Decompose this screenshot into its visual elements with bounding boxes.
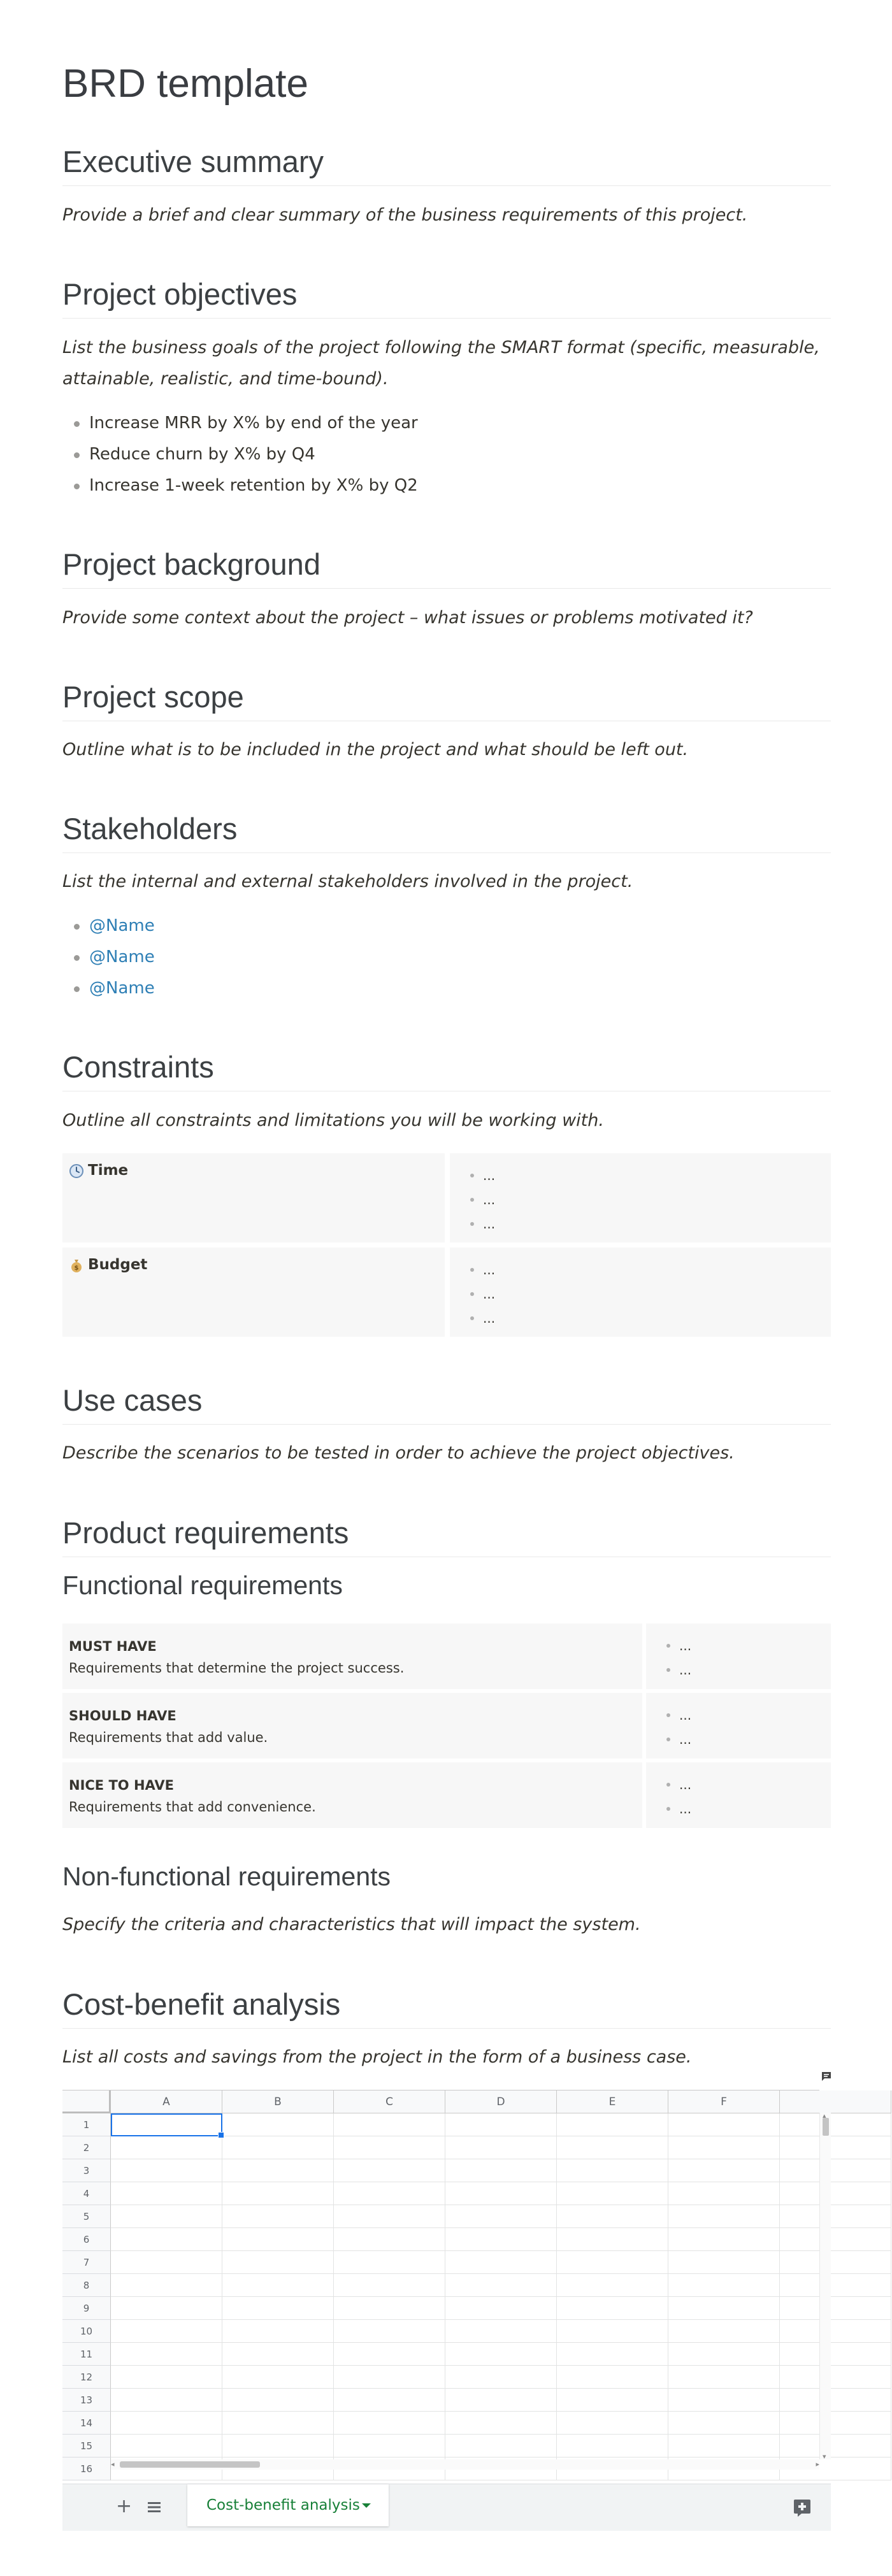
sheet-cell[interactable] <box>445 2412 557 2435</box>
table-row <box>62 1623 831 1689</box>
sheet-cell[interactable] <box>780 2389 891 2412</box>
requirement-description: Requirements that add convenience. <box>69 1799 316 1815</box>
sheet-cell[interactable] <box>111 2136 222 2159</box>
sheet-cell[interactable] <box>334 2251 445 2274</box>
scrollbar-thumb[interactable] <box>120 2461 260 2468</box>
chevron-down-icon[interactable] <box>362 2503 371 2508</box>
sheet-cell[interactable] <box>445 2182 557 2205</box>
sheet-cell[interactable] <box>111 2159 222 2182</box>
row-header[interactable]: 9 <box>62 2297 111 2320</box>
stakeholder-mention[interactable]: @Name <box>74 910 155 942</box>
comment-icon[interactable] <box>821 2070 833 2083</box>
heading-constraints: Constraints <box>62 1049 831 1091</box>
constraints-table <box>62 1153 831 1342</box>
list-item: ... <box>469 1212 812 1236</box>
row-header[interactable]: 11 <box>62 2343 111 2366</box>
sheet-cell[interactable] <box>668 2159 780 2182</box>
use-cases-intro: Describe the scenarios to be tested in order to achieve the project objectives. <box>62 1443 735 1463</box>
list-item: ... <box>469 1188 812 1212</box>
sheet-cell[interactable] <box>445 2136 557 2159</box>
sheet-cell[interactable] <box>557 2113 668 2136</box>
sheet-cell[interactable] <box>668 2435 780 2457</box>
sheet-cell[interactable] <box>557 2136 668 2159</box>
sheet-cell[interactable] <box>222 2159 334 2182</box>
requirement-items-cell[interactable] <box>646 1623 831 1689</box>
column-header[interactable]: B <box>222 2090 334 2113</box>
sheet-cell[interactable] <box>222 2136 334 2159</box>
requirement-description: Requirements that determine the project success. <box>69 1660 405 1676</box>
sheet-cell[interactable] <box>334 2320 445 2343</box>
sheet-cell[interactable] <box>445 2297 557 2320</box>
constraints-intro: Outline all constraints and limitations you will be working with. <box>62 1111 604 1130</box>
list-item: Reduce churn by X% by Q4 <box>74 439 418 470</box>
sheet-cell[interactable] <box>222 2182 334 2205</box>
sheet-cell[interactable] <box>557 2205 668 2228</box>
sheet-cell[interactable] <box>780 2136 891 2159</box>
list-item: ... <box>469 1258 812 1282</box>
sheet-tab[interactable] <box>187 2484 389 2526</box>
row-header[interactable]: 14 <box>62 2412 111 2435</box>
sheet-cell[interactable] <box>334 2274 445 2297</box>
column-header[interactable] <box>780 2090 891 2113</box>
list-item: ... <box>469 1306 812 1330</box>
sheet-cell[interactable] <box>780 2274 891 2297</box>
heading-product-requirements: Product requirements <box>62 1515 831 1557</box>
sheet-cell[interactable] <box>445 2228 557 2251</box>
row-header[interactable]: 16 <box>62 2457 111 2480</box>
svg-text:$: $ <box>74 1265 79 1272</box>
sheet-cell[interactable] <box>780 2366 891 2389</box>
sheet-cell[interactable] <box>334 2136 445 2159</box>
requirement-items-cell[interactable] <box>646 1693 831 1759</box>
sheet-cell[interactable] <box>557 2435 668 2457</box>
sheet-cell[interactable] <box>780 2320 891 2343</box>
requirement-title: SHOULD HAVE <box>69 1708 176 1723</box>
sheet-cell[interactable] <box>222 2251 334 2274</box>
sheet-cell[interactable] <box>222 2113 334 2136</box>
heading-project-objectives: Project objectives <box>62 277 831 319</box>
sheet-cell[interactable] <box>668 2182 780 2205</box>
heading-executive-summary: Executive summary <box>62 144 831 186</box>
sheet-cell[interactable] <box>111 2412 222 2435</box>
sheet-cell[interactable] <box>334 2435 445 2457</box>
scroll-right-icon[interactable]: ▸ <box>816 2460 819 2468</box>
heading-functional-requirements: Functional requirements <box>62 1571 343 1600</box>
stakeholders-list <box>74 910 155 1004</box>
functional-requirements-table <box>62 1623 831 1832</box>
sheet-cell[interactable] <box>557 2251 668 2274</box>
executive-summary-intro: Provide a brief and clear summary of the business requirements of this project. <box>62 205 748 225</box>
sheet-cell[interactable] <box>780 2159 891 2182</box>
sheet-cell[interactable] <box>668 2297 780 2320</box>
sheet-cell[interactable] <box>111 2320 222 2343</box>
table-row <box>62 1153 831 1242</box>
sheet-cell[interactable] <box>780 2297 891 2320</box>
sheet-cell[interactable] <box>111 2251 222 2274</box>
sheet-cell[interactable] <box>222 2274 334 2297</box>
requirement-label-cell[interactable] <box>62 1693 642 1759</box>
column-header[interactable]: E <box>557 2090 668 2113</box>
sheet-cell[interactable] <box>111 2366 222 2389</box>
scrollbar-thumb[interactable] <box>823 2118 829 2136</box>
sheet-cell[interactable] <box>668 2412 780 2435</box>
row-header[interactable]: 2 <box>62 2136 111 2159</box>
requirement-title: NICE TO HAVE <box>69 1778 174 1793</box>
row-header[interactable]: 12 <box>62 2366 111 2389</box>
sheet-cell[interactable] <box>668 2251 780 2274</box>
row-header[interactable]: 3 <box>62 2159 111 2182</box>
scroll-left-icon[interactable]: ◂ <box>111 2460 115 2468</box>
heading-non-functional-requirements: Non-functional requirements <box>62 1862 391 1891</box>
sheet-cell[interactable] <box>334 2297 445 2320</box>
sheet-cell[interactable] <box>445 2159 557 2182</box>
sheet-cell[interactable] <box>668 2205 780 2228</box>
stakeholder-mention[interactable]: @Name <box>74 973 155 1004</box>
sheet-cell[interactable] <box>445 2205 557 2228</box>
heading-cost-benefit-analysis: Cost-benefit analysis <box>62 1987 831 2029</box>
sheet-cell[interactable] <box>557 2343 668 2366</box>
list-item: ... <box>665 1634 812 1658</box>
sheet-cell[interactable] <box>222 2343 334 2366</box>
heading-project-background: Project background <box>62 547 831 589</box>
list-item: ... <box>665 1703 812 1727</box>
list-item: ... <box>665 1727 812 1752</box>
sheet-cell[interactable] <box>445 2435 557 2457</box>
sheet-cell[interactable] <box>222 2205 334 2228</box>
sheet-tab-label: Cost-benefit analysis <box>206 2497 360 2514</box>
sheet-cell[interactable] <box>111 2343 222 2366</box>
sheet-cell[interactable] <box>780 2113 891 2136</box>
project-objectives-intro: List the business goals of the project following the SMART format (specific, measurable, attainable, realistic, and time-bound). <box>62 338 820 389</box>
list-item: Increase 1-week retention by X% by Q2 <box>74 470 418 501</box>
cost-benefit-intro: List all costs and savings from the project in the form of a business case. <box>62 2047 692 2067</box>
requirement-title: MUST HAVE <box>69 1639 157 1654</box>
vertical-scrollbar[interactable] <box>819 2113 831 2459</box>
row-header[interactable]: 13 <box>62 2389 111 2412</box>
sheet-cell[interactable] <box>668 2389 780 2412</box>
sheet-cell[interactable] <box>334 2366 445 2389</box>
sheet-cell[interactable] <box>334 2228 445 2251</box>
explore-icon[interactable] <box>793 2498 812 2517</box>
scroll-down-icon[interactable]: ▾ <box>823 2452 826 2461</box>
column-header[interactable]: C <box>334 2090 445 2113</box>
non-functional-intro: Specify the criteria and characteristics that will impact the system. <box>62 1915 641 1934</box>
sheet-cell[interactable] <box>445 2343 557 2366</box>
sheet-cell[interactable] <box>780 2182 891 2205</box>
sheet-cell[interactable] <box>445 2251 557 2274</box>
row-header[interactable]: 5 <box>62 2205 111 2228</box>
sheet-cell[interactable] <box>557 2320 668 2343</box>
constraint-label-cell[interactable] <box>62 1153 445 1242</box>
heading-project-scope: Project scope <box>62 679 831 721</box>
sheet-cell[interactable] <box>222 2228 334 2251</box>
embedded-spreadsheet <box>62 2090 831 2480</box>
sheet-cell[interactable] <box>668 2343 780 2366</box>
sheet-tab-bar <box>62 2484 831 2531</box>
sheet-cell[interactable] <box>222 2297 334 2320</box>
constraint-label: Budget <box>88 1256 148 1273</box>
column-header[interactable]: A <box>111 2090 222 2113</box>
row-header[interactable]: 15 <box>62 2435 111 2457</box>
table-row <box>62 1762 831 1828</box>
heading-stakeholders: Stakeholders <box>62 811 831 853</box>
column-header[interactable]: D <box>445 2090 557 2113</box>
sheet-cell[interactable] <box>780 2412 891 2435</box>
sheet-cell[interactable] <box>334 2205 445 2228</box>
column-header[interactable]: F <box>668 2090 780 2113</box>
sheet-cell[interactable] <box>334 2343 445 2366</box>
sheet-cell[interactable] <box>557 2297 668 2320</box>
list-item: ... <box>665 1658 812 1682</box>
sheet-cell[interactable] <box>445 2366 557 2389</box>
sheet-cell[interactable] <box>111 2297 222 2320</box>
sheet-cell[interactable] <box>780 2205 891 2228</box>
list-item: ... <box>469 1282 812 1306</box>
sheet-cell[interactable] <box>111 2182 222 2205</box>
page-title: BRD template <box>62 62 308 106</box>
sheet-cell[interactable] <box>222 2320 334 2343</box>
money-bag-icon <box>69 1258 84 1273</box>
sheet-cell[interactable] <box>668 2136 780 2159</box>
sheet-cell[interactable] <box>334 2389 445 2412</box>
sheet-cell[interactable] <box>445 2274 557 2297</box>
requirement-description: Requirements that add value. <box>69 1730 268 1745</box>
constraint-label-cell[interactable] <box>62 1248 445 1337</box>
sheet-cell[interactable] <box>111 2228 222 2251</box>
sheet-cell[interactable] <box>222 2389 334 2412</box>
sheet-cell[interactable] <box>111 2435 222 2457</box>
stakeholder-mention[interactable]: @Name <box>74 942 155 973</box>
stakeholders-intro: List the internal and external stakeholders involved in the project. <box>62 872 633 891</box>
sheet-cell[interactable] <box>334 2412 445 2435</box>
sheet-cell[interactable] <box>557 2366 668 2389</box>
row-header[interactable]: 7 <box>62 2251 111 2274</box>
sheet-cell[interactable] <box>111 2389 222 2412</box>
horizontal-scrollbar[interactable] <box>111 2459 819 2470</box>
row-header[interactable]: 6 <box>62 2228 111 2251</box>
sheet-cell[interactable] <box>557 2389 668 2412</box>
all-sheets-icon[interactable] <box>147 2501 161 2514</box>
row-header[interactable]: 8 <box>62 2274 111 2297</box>
sheet-cell[interactable] <box>111 2205 222 2228</box>
sheet-cell[interactable] <box>334 2113 445 2136</box>
sheet-cell[interactable] <box>557 2412 668 2435</box>
project-scope-intro: Outline what is to be included in the project and what should be left out. <box>62 740 689 759</box>
row-header[interactable]: 1 <box>62 2113 111 2136</box>
requirement-label-cell[interactable] <box>62 1623 642 1689</box>
list-item: Increase MRR by X% by end of the year <box>74 408 418 439</box>
sheet-cell[interactable] <box>780 2343 891 2366</box>
sheet-cell[interactable] <box>557 2182 668 2205</box>
sheet-cell[interactable] <box>557 2159 668 2182</box>
sheet-cell[interactable] <box>668 2228 780 2251</box>
list-item: ... <box>469 1163 812 1188</box>
sheet-cell[interactable] <box>668 2366 780 2389</box>
sheet-cell[interactable] <box>334 2182 445 2205</box>
objectives-list <box>74 408 418 501</box>
constraint-items-cell[interactable] <box>450 1248 831 1337</box>
sheet-cell[interactable] <box>780 2435 891 2457</box>
table-row <box>62 1693 831 1759</box>
clock-icon <box>69 1163 84 1179</box>
project-background-intro: Provide some context about the project – what issues or problems motivated it? <box>62 608 753 628</box>
sheet-cell[interactable] <box>222 2366 334 2389</box>
heading-use-cases: Use cases <box>62 1383 831 1425</box>
add-sheet-icon[interactable]: + <box>116 2495 133 2517</box>
sheet-cell[interactable] <box>557 2228 668 2251</box>
requirement-items-cell[interactable] <box>646 1762 831 1828</box>
sheet-cell[interactable] <box>111 2274 222 2297</box>
sheet-cell[interactable] <box>668 2274 780 2297</box>
select-all-corner[interactable] <box>62 2090 111 2113</box>
sheet-cell[interactable] <box>334 2159 445 2182</box>
sheet-cell[interactable] <box>668 2113 780 2136</box>
sheet-cell[interactable] <box>557 2274 668 2297</box>
constraint-items-cell[interactable] <box>450 1153 831 1242</box>
constraint-label: Time <box>88 1162 129 1179</box>
list-item: ... <box>665 1797 812 1821</box>
row-header[interactable]: 4 <box>62 2182 111 2205</box>
sheet-cell[interactable] <box>445 2113 557 2136</box>
sheet-grid <box>62 2090 819 2475</box>
sheet-cell[interactable] <box>668 2320 780 2343</box>
sheet-cell[interactable] <box>780 2228 891 2251</box>
table-row <box>62 1248 831 1337</box>
sheet-cell[interactable] <box>445 2320 557 2343</box>
scroll-up-icon[interactable]: ▴ <box>823 2112 826 2120</box>
requirement-label-cell[interactable] <box>62 1762 642 1828</box>
sheet-cell[interactable] <box>780 2251 891 2274</box>
sheet-cell[interactable] <box>445 2389 557 2412</box>
list-item: ... <box>665 1773 812 1797</box>
sheet-cell[interactable] <box>222 2412 334 2435</box>
row-header[interactable]: 10 <box>62 2320 111 2343</box>
sheet-cell[interactable] <box>222 2435 334 2457</box>
selected-cell[interactable] <box>111 2113 222 2136</box>
